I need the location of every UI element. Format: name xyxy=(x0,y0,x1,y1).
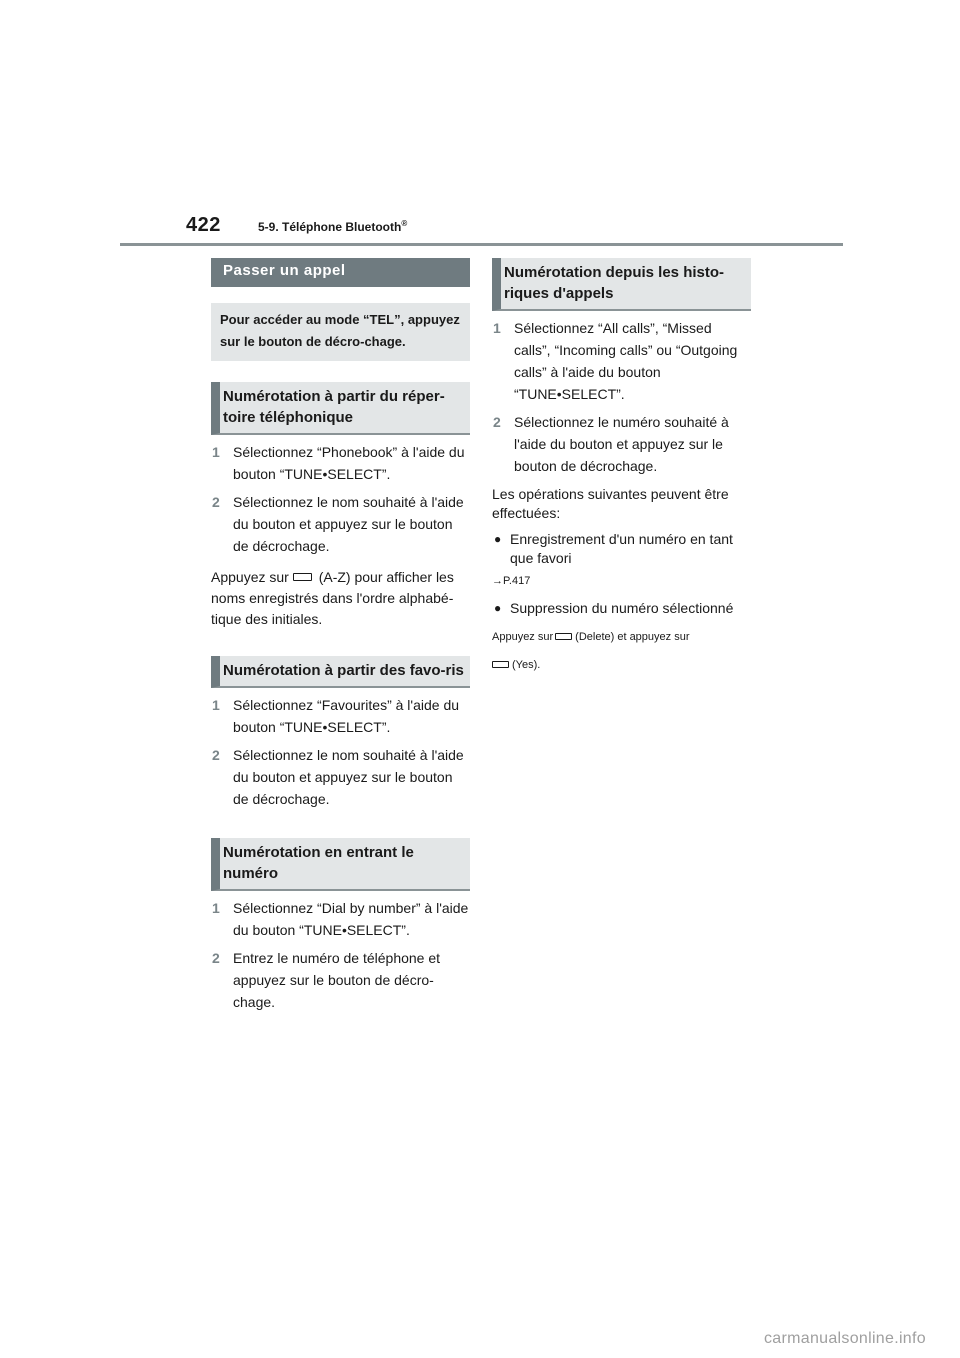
step xyxy=(211,744,470,810)
phonebook-steps xyxy=(211,441,470,557)
watermark: carmanualsonline.info xyxy=(764,1330,926,1347)
step-text: Sélectionnez le nom souhaité à l'aide du bouton et appuyez sur le bouton de décrochage. xyxy=(233,747,464,807)
step-number: 1 xyxy=(212,900,220,916)
bullet-item: ● Enregistrement d'un numéro en tant que favori xyxy=(494,531,733,566)
step-number: 2 xyxy=(493,414,501,430)
heading-history: Numérotation depuis les histo-riques d'appels xyxy=(492,258,751,311)
heading-dial: Numérotation en entrant le numéro xyxy=(211,838,470,891)
bullet-dot-icon: ● xyxy=(494,601,502,615)
phonebook-note: Appuyez sur (A-Z) pour afficher les noms enregistrés dans l'ordre alphabé-tique des initiales. xyxy=(211,569,454,627)
step-number: 1 xyxy=(493,320,501,336)
yes-note: (Yes). xyxy=(492,658,751,673)
step-text: Sélectionnez “Favourites” à l'aide du bouton “TUNE•SELECT”. xyxy=(233,697,460,735)
page-reference: →P.417 xyxy=(492,575,531,587)
heading-phonebook: Numérotation à partir du réper-toire téléphonique xyxy=(211,382,470,435)
step xyxy=(492,411,751,477)
right-column xyxy=(492,258,751,673)
step-number: 2 xyxy=(212,950,220,966)
registered-mark: ® xyxy=(401,219,408,228)
step-number: 2 xyxy=(212,494,220,510)
step xyxy=(211,897,470,941)
step xyxy=(211,694,470,738)
step-number: 1 xyxy=(212,444,220,460)
delete-note: Appuyez sur (Delete) et appuyez sur xyxy=(492,631,690,643)
bullet-dot-icon: ● xyxy=(494,532,502,546)
history-steps xyxy=(492,317,751,477)
step-text: Sélectionnez le numéro souhaité à l'aide du bouton et appuyez sur le bouton de décrochage. xyxy=(514,414,729,474)
section-banner: Passer un appel xyxy=(211,258,470,287)
step-text: Entrez le numéro de téléphone et appuyez sur le bouton de décro-chage. xyxy=(233,950,441,1010)
favorites-steps xyxy=(211,694,470,810)
button-icon xyxy=(555,633,572,640)
step-text: Sélectionnez “All calls”, “Missed calls”, “Incoming calls” ou “Outgoing calls” à l'aide du bouton “TUNE•SELECT”. xyxy=(514,320,738,402)
step-text: Sélectionnez le nom souhaité à l'aide du bouton et appuyez sur le bouton de décrochage. xyxy=(233,494,464,554)
step-text: Sélectionnez “Phonebook” à l'aide du bouton “TUNE•SELECT”. xyxy=(233,444,465,482)
step-number: 1 xyxy=(212,697,220,713)
step xyxy=(492,317,751,405)
dial-steps xyxy=(211,897,470,1013)
operations-intro: Les opérations suivantes peuvent être effectuées: xyxy=(492,486,729,521)
intro-box: Pour accéder au mode “TEL”, appuyez sur le bouton de décro-chage. xyxy=(211,303,470,361)
header-rule xyxy=(120,243,843,246)
page-number: 422 xyxy=(186,214,221,236)
step-number: 2 xyxy=(212,747,220,763)
heading-favorites: Numérotation à partir des favo-ris xyxy=(211,656,470,688)
step xyxy=(211,441,470,485)
left-column xyxy=(211,258,470,1019)
button-icon xyxy=(293,573,312,581)
step xyxy=(211,947,470,1013)
step-text: Sélectionnez “Dial by number” à l'aide du bouton “TUNE•SELECT”. xyxy=(233,900,469,938)
step xyxy=(211,491,470,557)
bullet-item: ● Suppression du numéro sélectionné xyxy=(494,600,734,616)
section-title: 5-9. Téléphone Bluetooth® xyxy=(258,219,408,234)
button-icon xyxy=(492,661,509,668)
